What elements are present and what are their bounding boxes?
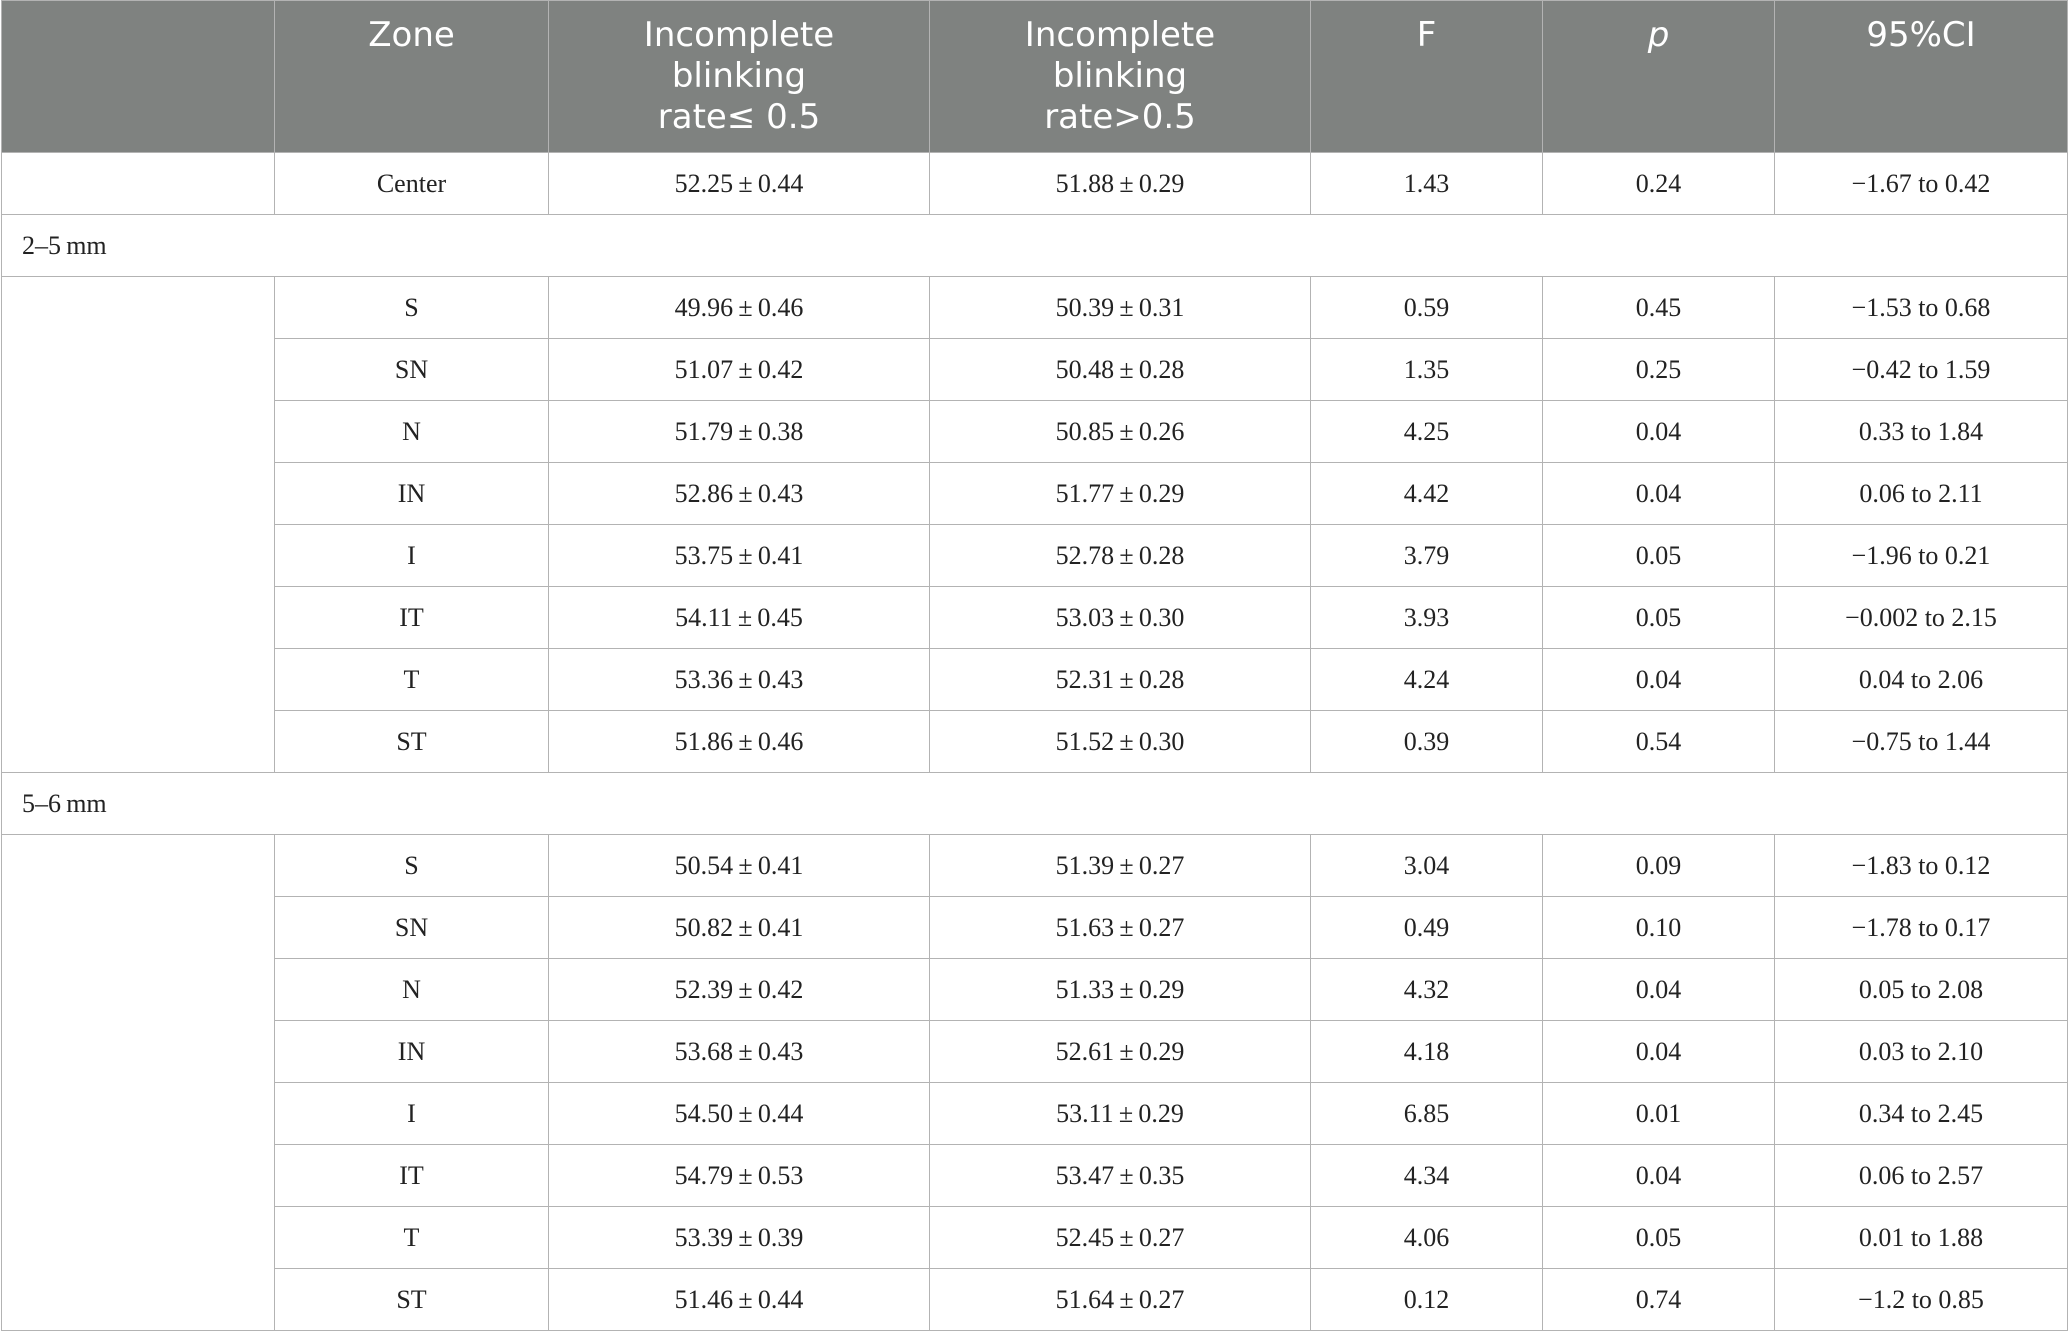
header-p: p	[1543, 1, 1775, 153]
p-cell: 0.04	[1543, 959, 1775, 1021]
f-cell: 3.93	[1311, 587, 1543, 649]
ci-cell: −0.42 to 1.59	[1775, 339, 2068, 401]
table-header	[2, 1, 2068, 153]
high-rate-cell: 51.39 ± 0.27	[930, 835, 1311, 897]
f-cell: 4.18	[1311, 1021, 1543, 1083]
p-cell: 0.10	[1543, 897, 1775, 959]
low-rate-cell: 54.79 ± 0.53	[549, 1145, 930, 1207]
ci-cell: −1.83 to 0.12	[1775, 835, 2068, 897]
f-cell: 4.24	[1311, 649, 1543, 711]
table-row-center	[2, 153, 2068, 215]
f-cell: 3.79	[1311, 525, 1543, 587]
f-cell: 1.35	[1311, 339, 1543, 401]
p-cell: 0.04	[1543, 401, 1775, 463]
ci-cell: 0.01 to 1.88	[1775, 1207, 2068, 1269]
zone-cell: N	[275, 959, 549, 1021]
high-rate-cell: 51.63 ± 0.27	[930, 897, 1311, 959]
p-cell: 0.05	[1543, 587, 1775, 649]
ci-cell: 0.04 to 2.06	[1775, 649, 2068, 711]
f-cell: 4.06	[1311, 1207, 1543, 1269]
header-incomplete-low: Incomplete blinking rate≤ 0.5	[549, 1, 930, 153]
low-rate-cell: 53.75 ± 0.41	[549, 525, 930, 587]
f-cell: 3.04	[1311, 835, 1543, 897]
table-row	[2, 1269, 2068, 1331]
p-cell: 0.25	[1543, 339, 1775, 401]
ci-cell: 0.06 to 2.11	[1775, 463, 2068, 525]
zone-cell: IN	[275, 463, 549, 525]
header-ci: 95%CI	[1775, 1, 2068, 153]
ci-cell: −1.96 to 0.21	[1775, 525, 2068, 587]
group-label-row	[2, 773, 2068, 835]
low-rate-cell: 53.36 ± 0.43	[549, 649, 930, 711]
high-rate-cell: 52.61 ± 0.29	[930, 1021, 1311, 1083]
ci-cell: 0.05 to 2.08	[1775, 959, 2068, 1021]
results-table	[1, 0, 2068, 1331]
f-cell: 4.34	[1311, 1145, 1543, 1207]
zone-cell: S	[275, 835, 549, 897]
p-cell: 0.01	[1543, 1083, 1775, 1145]
table-row	[2, 1021, 2068, 1083]
table-row	[2, 897, 2068, 959]
high-rate-cell: 52.31 ± 0.28	[930, 649, 1311, 711]
zone-cell: ST	[275, 711, 549, 773]
zone-cell: T	[275, 649, 549, 711]
table-row	[2, 277, 2068, 339]
p-cell: 0.04	[1543, 463, 1775, 525]
high-rate-cell: 51.77 ± 0.29	[930, 463, 1311, 525]
low-rate-cell: 53.39 ± 0.39	[549, 1207, 930, 1269]
low-rate-cell: 52.86 ± 0.43	[549, 463, 930, 525]
ci-cell: −0.75 to 1.44	[1775, 711, 2068, 773]
high-rate-cell: 51.52 ± 0.30	[930, 711, 1311, 773]
table-row	[2, 1207, 2068, 1269]
p-cell: 0.04	[1543, 1145, 1775, 1207]
high-rate-cell: 53.11 ± 0.29	[930, 1083, 1311, 1145]
table-row	[2, 649, 2068, 711]
ci-cell: −1.2 to 0.85	[1775, 1269, 2068, 1331]
f-cell: 4.25	[1311, 401, 1543, 463]
table-row	[2, 1145, 2068, 1207]
header-f: F	[1311, 1, 1543, 153]
f-cell: 6.85	[1311, 1083, 1543, 1145]
f-cell: 0.39	[1311, 711, 1543, 773]
header-zone: Zone	[275, 1, 549, 153]
zone-cell: S	[275, 277, 549, 339]
zone-cell: I	[275, 525, 549, 587]
zone-cell: IT	[275, 587, 549, 649]
ci-cell: 0.06 to 2.57	[1775, 1145, 2068, 1207]
zone-cell: Center	[275, 153, 549, 215]
low-rate-cell: 50.54 ± 0.41	[549, 835, 930, 897]
high-rate-cell: 52.45 ± 0.27	[930, 1207, 1311, 1269]
ci-cell: 0.33 to 1.84	[1775, 401, 2068, 463]
p-cell: 0.09	[1543, 835, 1775, 897]
f-cell: 4.42	[1311, 463, 1543, 525]
high-rate-cell: 51.33 ± 0.29	[930, 959, 1311, 1021]
zone-cell: SN	[275, 339, 549, 401]
ci-cell: 0.34 to 2.45	[1775, 1083, 2068, 1145]
high-rate-cell: 53.03 ± 0.30	[930, 587, 1311, 649]
p-cell: 0.05	[1543, 1207, 1775, 1269]
low-rate-cell: 51.79 ± 0.38	[549, 401, 930, 463]
zone-cell: I	[275, 1083, 549, 1145]
group-spacer-cell	[2, 277, 275, 773]
f-cell: 0.59	[1311, 277, 1543, 339]
group-spacer-cell	[2, 835, 275, 1331]
ci-cell: −1.78 to 0.17	[1775, 897, 2068, 959]
f-cell: 0.12	[1311, 1269, 1543, 1331]
p-cell: 0.24	[1543, 153, 1775, 215]
header-blank-cell	[2, 1, 275, 153]
header-row	[2, 1, 2068, 153]
low-rate-cell: 51.86 ± 0.46	[549, 711, 930, 773]
low-rate-cell: 54.11 ± 0.45	[549, 587, 930, 649]
zone-cell: IN	[275, 1021, 549, 1083]
f-cell: 4.32	[1311, 959, 1543, 1021]
table-row	[2, 463, 2068, 525]
zone-cell: IT	[275, 1145, 549, 1207]
zone-cell: ST	[275, 1269, 549, 1331]
high-rate-cell: 50.39 ± 0.31	[930, 277, 1311, 339]
high-rate-cell: 52.78 ± 0.28	[930, 525, 1311, 587]
p-cell: 0.54	[1543, 711, 1775, 773]
group-label: 5–6 mm	[2, 773, 2068, 835]
f-cell: 1.43	[1311, 153, 1543, 215]
high-rate-cell: 53.47 ± 0.35	[930, 1145, 1311, 1207]
low-rate-cell: 52.25 ± 0.44	[549, 153, 930, 215]
p-cell: 0.05	[1543, 525, 1775, 587]
zone-cell: SN	[275, 897, 549, 959]
ci-cell: −1.67 to 0.42	[1775, 153, 2068, 215]
group-label: 2–5 mm	[2, 215, 2068, 277]
table-body	[2, 153, 2068, 1331]
group-label-row	[2, 215, 2068, 277]
low-rate-cell: 49.96 ± 0.46	[549, 277, 930, 339]
zone-cell: T	[275, 1207, 549, 1269]
zone-cell: N	[275, 401, 549, 463]
table-row	[2, 835, 2068, 897]
table-row	[2, 959, 2068, 1021]
high-rate-cell: 50.48 ± 0.28	[930, 339, 1311, 401]
low-rate-cell: 52.39 ± 0.42	[549, 959, 930, 1021]
ci-cell: −1.53 to 0.68	[1775, 277, 2068, 339]
p-cell: 0.04	[1543, 1021, 1775, 1083]
low-rate-cell: 54.50 ± 0.44	[549, 1083, 930, 1145]
table-row	[2, 1083, 2068, 1145]
f-cell: 0.49	[1311, 897, 1543, 959]
table-row	[2, 587, 2068, 649]
ci-cell: −0.002 to 2.15	[1775, 587, 2068, 649]
low-rate-cell: 51.07 ± 0.42	[549, 339, 930, 401]
high-rate-cell: 50.85 ± 0.26	[930, 401, 1311, 463]
high-rate-cell: 51.88 ± 0.29	[930, 153, 1311, 215]
low-rate-cell: 51.46 ± 0.44	[549, 1269, 930, 1331]
empty-cell	[2, 153, 275, 215]
table-row	[2, 339, 2068, 401]
header-incomplete-high: Incomplete blinking rate>0.5	[930, 1, 1311, 153]
ci-cell: 0.03 to 2.10	[1775, 1021, 2068, 1083]
table-row	[2, 711, 2068, 773]
table-row	[2, 401, 2068, 463]
table-row	[2, 525, 2068, 587]
p-cell: 0.45	[1543, 277, 1775, 339]
p-cell: 0.04	[1543, 649, 1775, 711]
low-rate-cell: 53.68 ± 0.43	[549, 1021, 930, 1083]
high-rate-cell: 51.64 ± 0.27	[930, 1269, 1311, 1331]
low-rate-cell: 50.82 ± 0.41	[549, 897, 930, 959]
p-cell: 0.74	[1543, 1269, 1775, 1331]
